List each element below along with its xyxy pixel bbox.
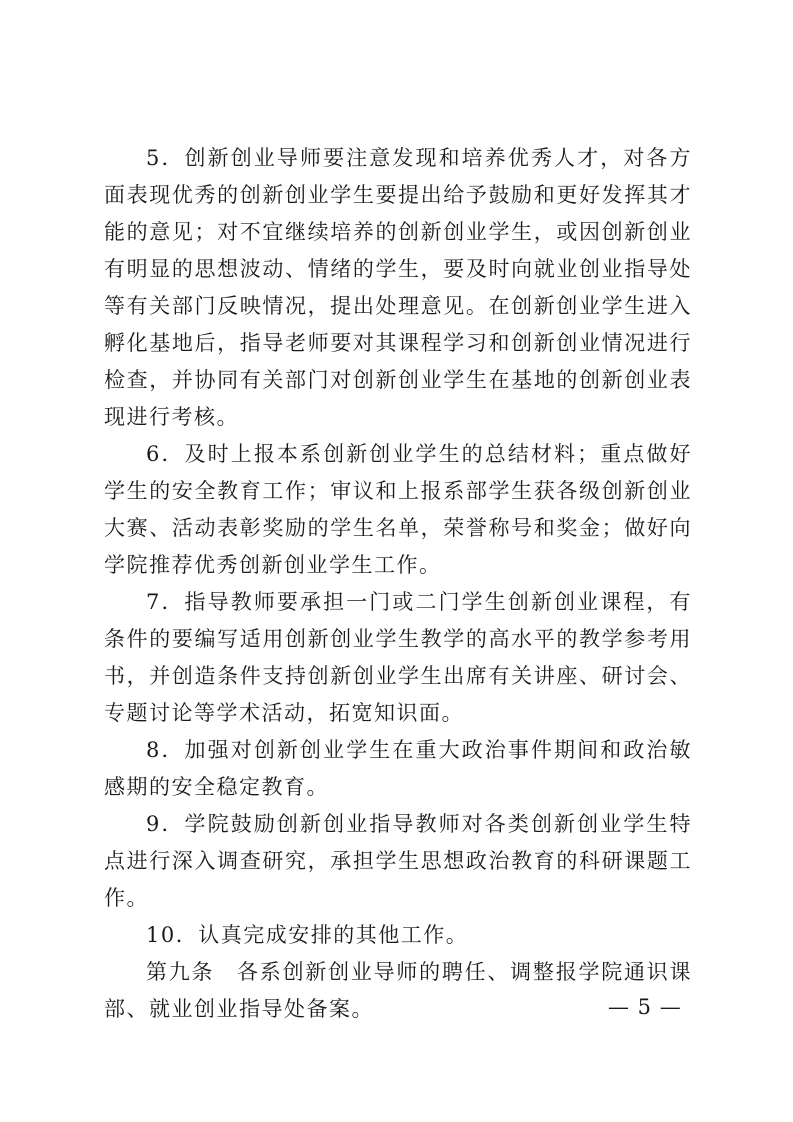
document-body — [104, 140, 692, 1028]
page-number: — 5 — — [608, 995, 682, 1019]
paragraph-item-5: 5．创新创业导师要注意发现和培养优秀人才，对各方面表现优秀的创新创业学生要提出给予鼓励和更好发挥其才能的意见；对不宜继续培养的创新创业学生，或因创新创业有明显的思想波动、情绪的学生，要及时向就业创业指导处等有关部门反映情况，提出处理意见。在创新创业学生进入孵化基地后，指导老师要对其课程学习和创新创业情况进行检查，并协同有关部门对创新创业学生在基地的创新创业表现进行考核。 — [104, 146, 692, 429]
paragraph-item-10: 10．认真完成安排的其他工作。 — [146, 923, 469, 947]
article-nine: 第九条 各系创新创业导师的聘任、调整报学院通识课部、就业创业指导处备案。 — [104, 960, 692, 1021]
paragraph-item-9: 9．学院鼓励创新创业指导教师对各类创新创业学生特点进行深入调查研究，承担学生思想政治教育的科研课题工作。 — [104, 812, 692, 910]
paragraph-item-7: 7．指导教师要承担一门或二门学生创新创业课程，有条件的要编写适用创新创业学生教学的高水平的教学参考用书，并创造条件支持创新创业学生出席有关讲座、研讨会、专题讨论等学术活动，拓宽知识面。 — [104, 590, 692, 725]
paragraph-item-8: 8．加强对创新创业学生在重大政治事件期间和政治敏感期的安全稳定教育。 — [104, 738, 692, 799]
paragraph-item-6: 6．及时上报本系创新创业学生的总结材料；重点做好学生的安全教育工作；审议和上报系部学生获各级创新创业大赛、活动表彰奖励的学生名单，荣誉称号和奖金；做好向学院推荐优秀创新创业学生工作。 — [104, 442, 692, 577]
